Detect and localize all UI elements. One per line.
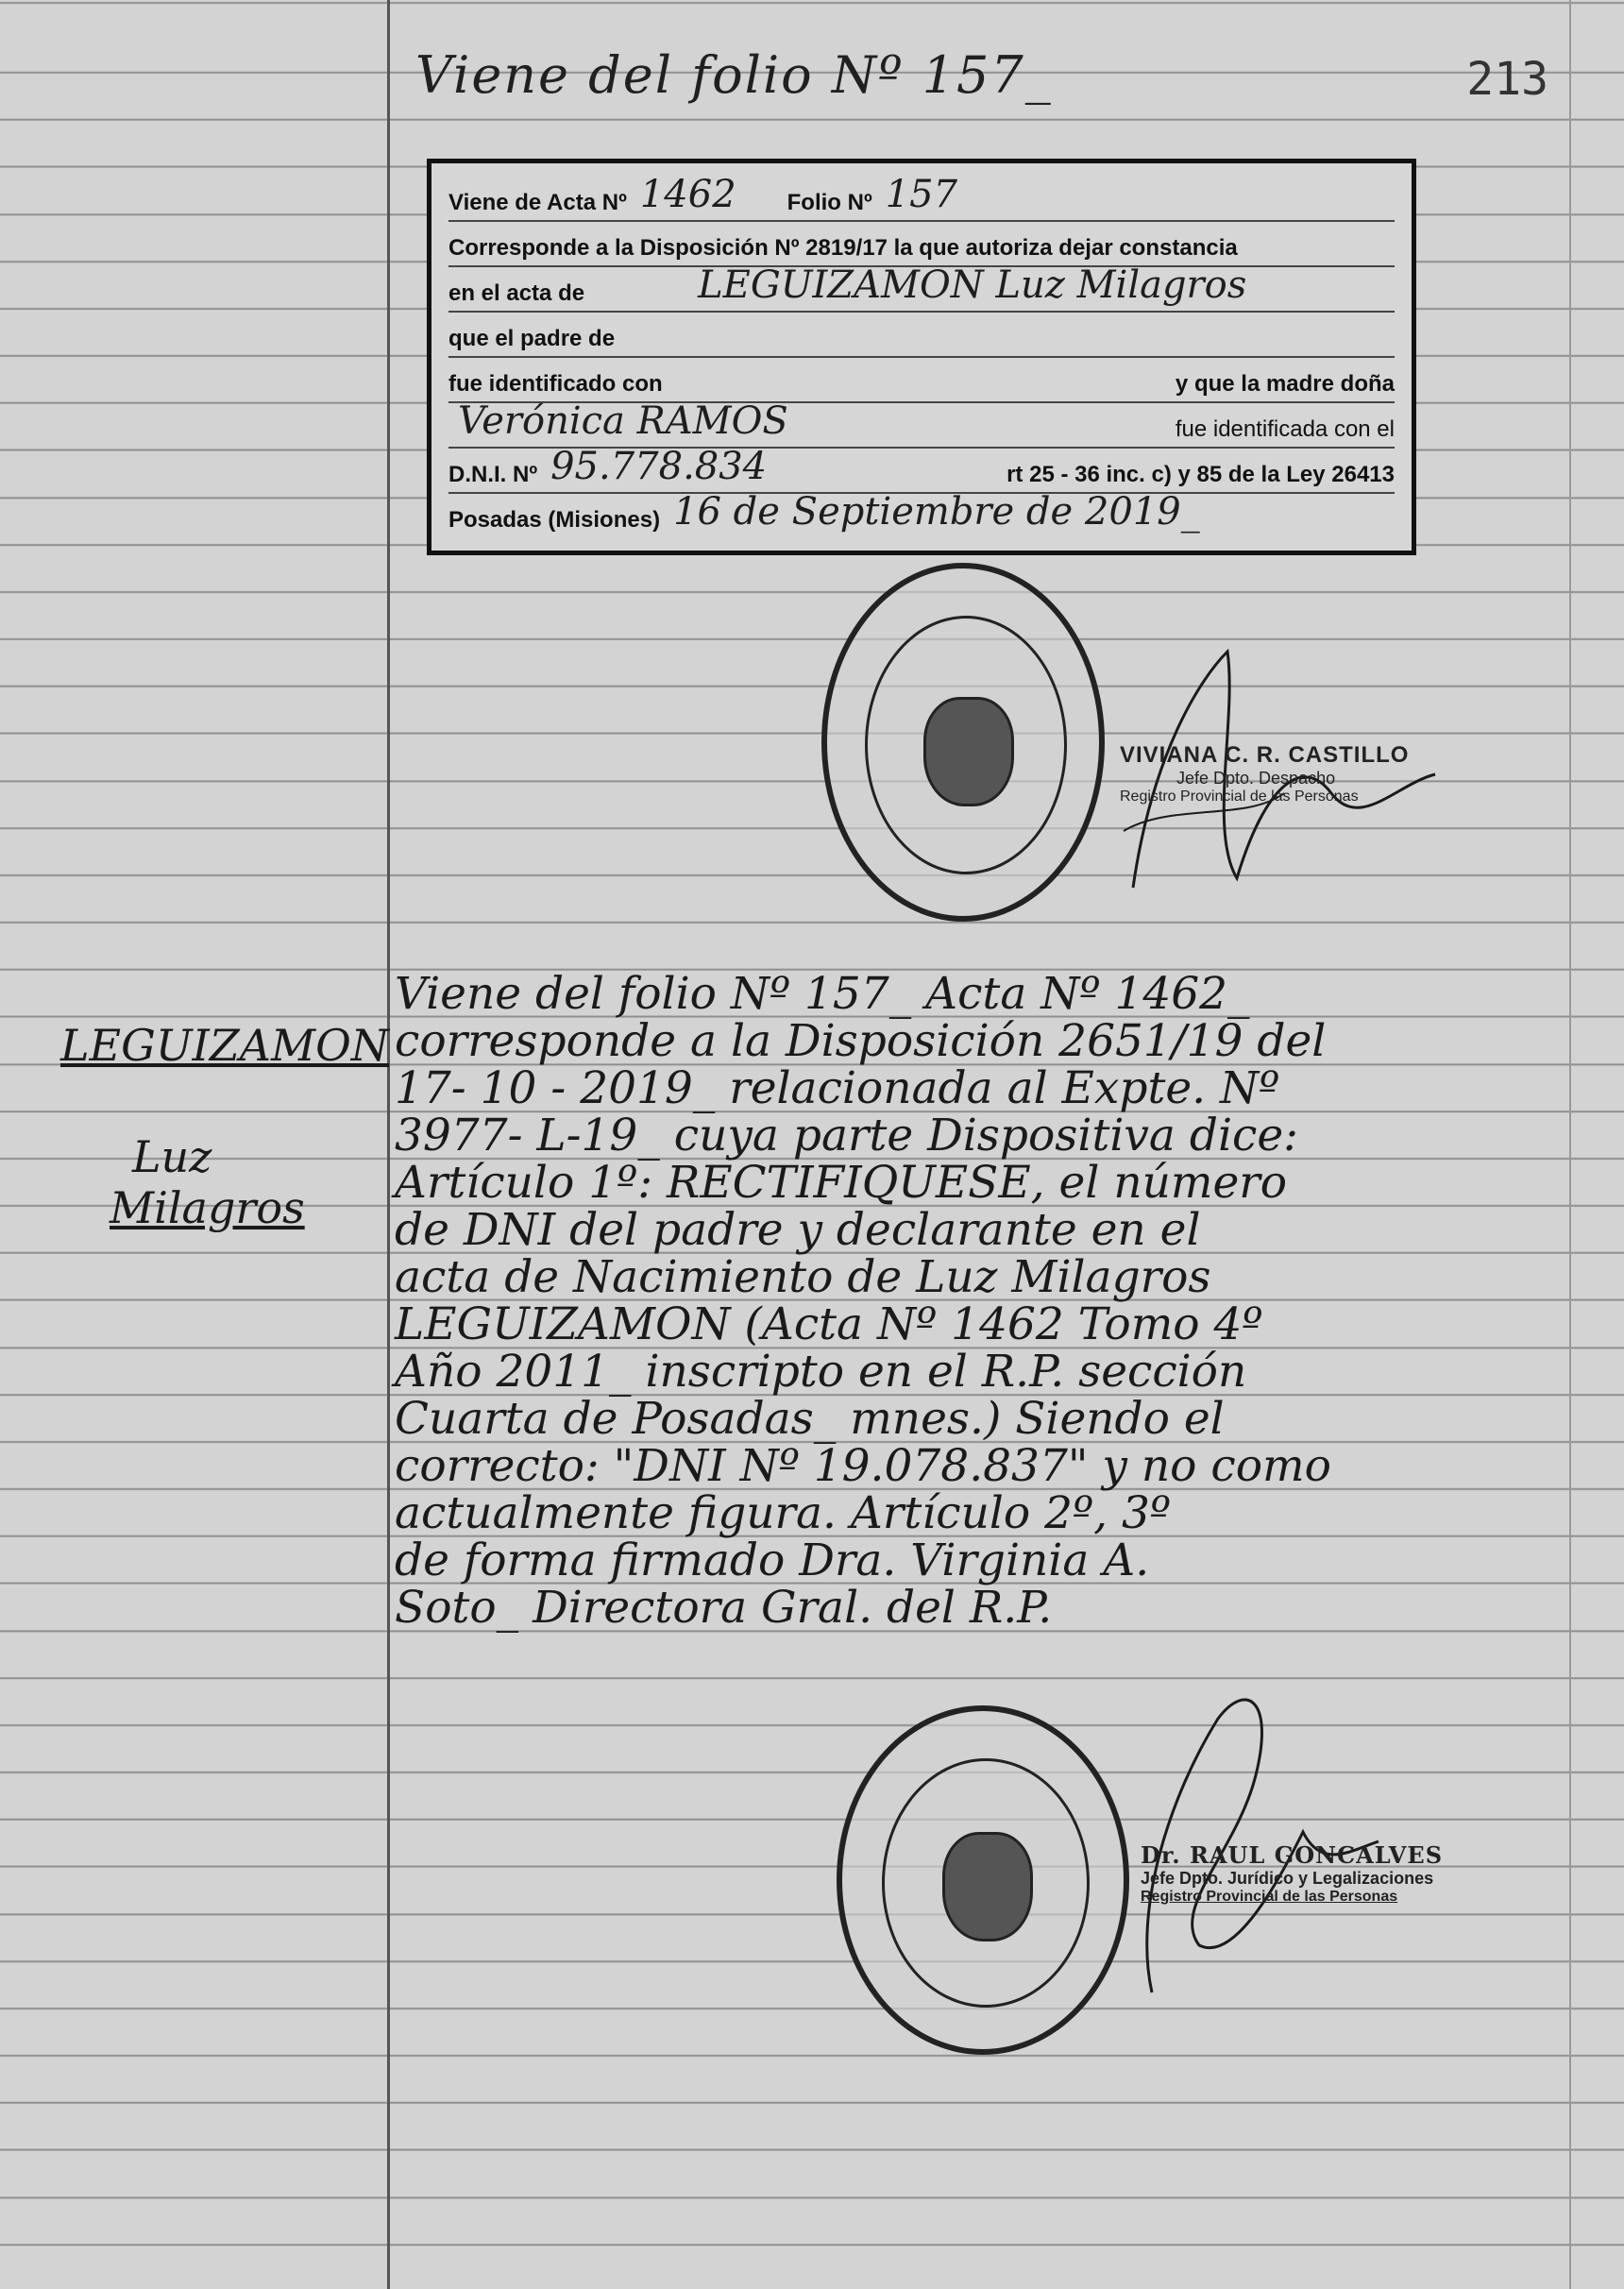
body-line-6: de DNI del padre y declarante en el — [395, 1204, 1201, 1256]
body-line-4: 3977- L-19_ cuya parte Dispositiva dice: — [395, 1110, 1298, 1161]
mother-name: Verónica RAMOS — [458, 399, 788, 443]
acta-number: 1462 — [639, 173, 736, 216]
official-seal-2 — [837, 1705, 1129, 2055]
signer-2-role: Jefe Dpto. Jurídico y Legalizaciones — [1141, 1869, 1434, 1888]
body-line-7: acta de Nacimiento de Luz Milagros — [395, 1251, 1211, 1303]
stamp-row-acta — [448, 175, 1395, 222]
margin-surname: LEGUIZAMON — [60, 1020, 390, 1071]
signer-2-org: Registro Provincial de las Personas — [1141, 1889, 1398, 1905]
stamp-row-identificado — [448, 356, 1395, 403]
body-line-5: Artículo 1º: RECTIFIQUESE, el número — [395, 1157, 1288, 1209]
signature-2-block — [1141, 1841, 1443, 1906]
folio-number: 157 — [885, 173, 958, 216]
body-line-8: LEGUIZAMON (Acta Nº 1462 Tomo 4º — [395, 1298, 1263, 1350]
stamp-row-madre — [448, 401, 1395, 449]
body-line-12: actualmente figura. Artículo 2º, 3º — [395, 1487, 1171, 1539]
stamp-date: 16 de Septiembre de 2019_ — [673, 490, 1200, 534]
stamp-row-acta-de — [448, 265, 1395, 313]
body-line-2: corresponde a la Disposición 2651/19 del — [395, 1015, 1327, 1067]
acta-de-name: LEGUIZAMON Luz Milagros — [698, 263, 1247, 307]
body-line-14: Soto_ Directora Gral. del R.P. — [395, 1582, 1053, 1634]
acta-label: Viene de Acta Nº — [448, 190, 627, 215]
official-seal-1 — [821, 563, 1105, 922]
body-line-11: correcto: "DNI Nº 19.078.837" y no como — [395, 1440, 1331, 1492]
stamp-row-dni — [448, 447, 1395, 494]
madre-label: y que la madre doña — [1175, 371, 1395, 397]
acta-de-label: en el acta de — [448, 280, 585, 306]
coat-of-arms-icon — [923, 697, 1014, 806]
margin-first-name: Luz — [132, 1131, 212, 1182]
right-rule — [1569, 0, 1571, 2289]
ley-text: rt 25 - 36 inc. c) y 85 de la Ley 26413 — [1007, 462, 1395, 487]
signature-1-block — [1120, 742, 1409, 805]
body-line-9: Año 2011_ inscripto en el R.P. sección — [395, 1346, 1247, 1398]
page-number: 213 — [1466, 53, 1548, 106]
body-line-1: Viene del folio Nº 157_ Acta Nº 1462_ — [395, 968, 1250, 1020]
signer-1-org: Registro Provincial de las Personas — [1120, 788, 1359, 805]
identificada-label: fue identificada con el — [1175, 416, 1395, 442]
margin-rule — [387, 0, 390, 2289]
seal-inner-text — [827, 568, 839, 569]
padre-label: que el padre de — [448, 326, 616, 351]
body-line-13: de forma firmado Dra. Virginia A. — [395, 1534, 1150, 1586]
signer-1-role: Jefe Dpto. Despacho — [1176, 769, 1336, 788]
body-line-10: Cuarta de Posadas_ mnes.) Siendo el — [395, 1393, 1225, 1445]
seal-2-inner-text — [842, 1711, 854, 1712]
stamp-row-padre — [448, 311, 1395, 358]
dni-label: D.N.I. Nº — [448, 462, 538, 487]
disposicion-text: Corresponde a la Disposición Nº 2819/17 la que autoriza dejar constancia — [448, 235, 1238, 261]
folio-label: Folio Nº — [787, 190, 872, 215]
body-line-3: 17- 10 - 2019_ relacionada al Expte. Nº — [395, 1062, 1280, 1114]
stamp-row-disposicion — [448, 220, 1395, 267]
coat-of-arms-icon — [942, 1832, 1033, 1941]
place-label: Posadas (Misiones) — [448, 507, 661, 533]
margin-second-name: Milagros — [110, 1182, 305, 1233]
stamp-row-posadas — [448, 492, 1395, 537]
identificado-label: fue identificado con — [448, 371, 663, 397]
dni-number: 95.778.834 — [550, 445, 768, 488]
acta-stamp — [427, 159, 1416, 555]
signer-1-name: VIVIANA C. R. CASTILLO — [1120, 742, 1410, 768]
signer-2-name: Dr. RAUL GONCALVES — [1141, 1841, 1444, 1869]
folio-note: Viene del folio Nº 157_ — [415, 45, 1053, 105]
